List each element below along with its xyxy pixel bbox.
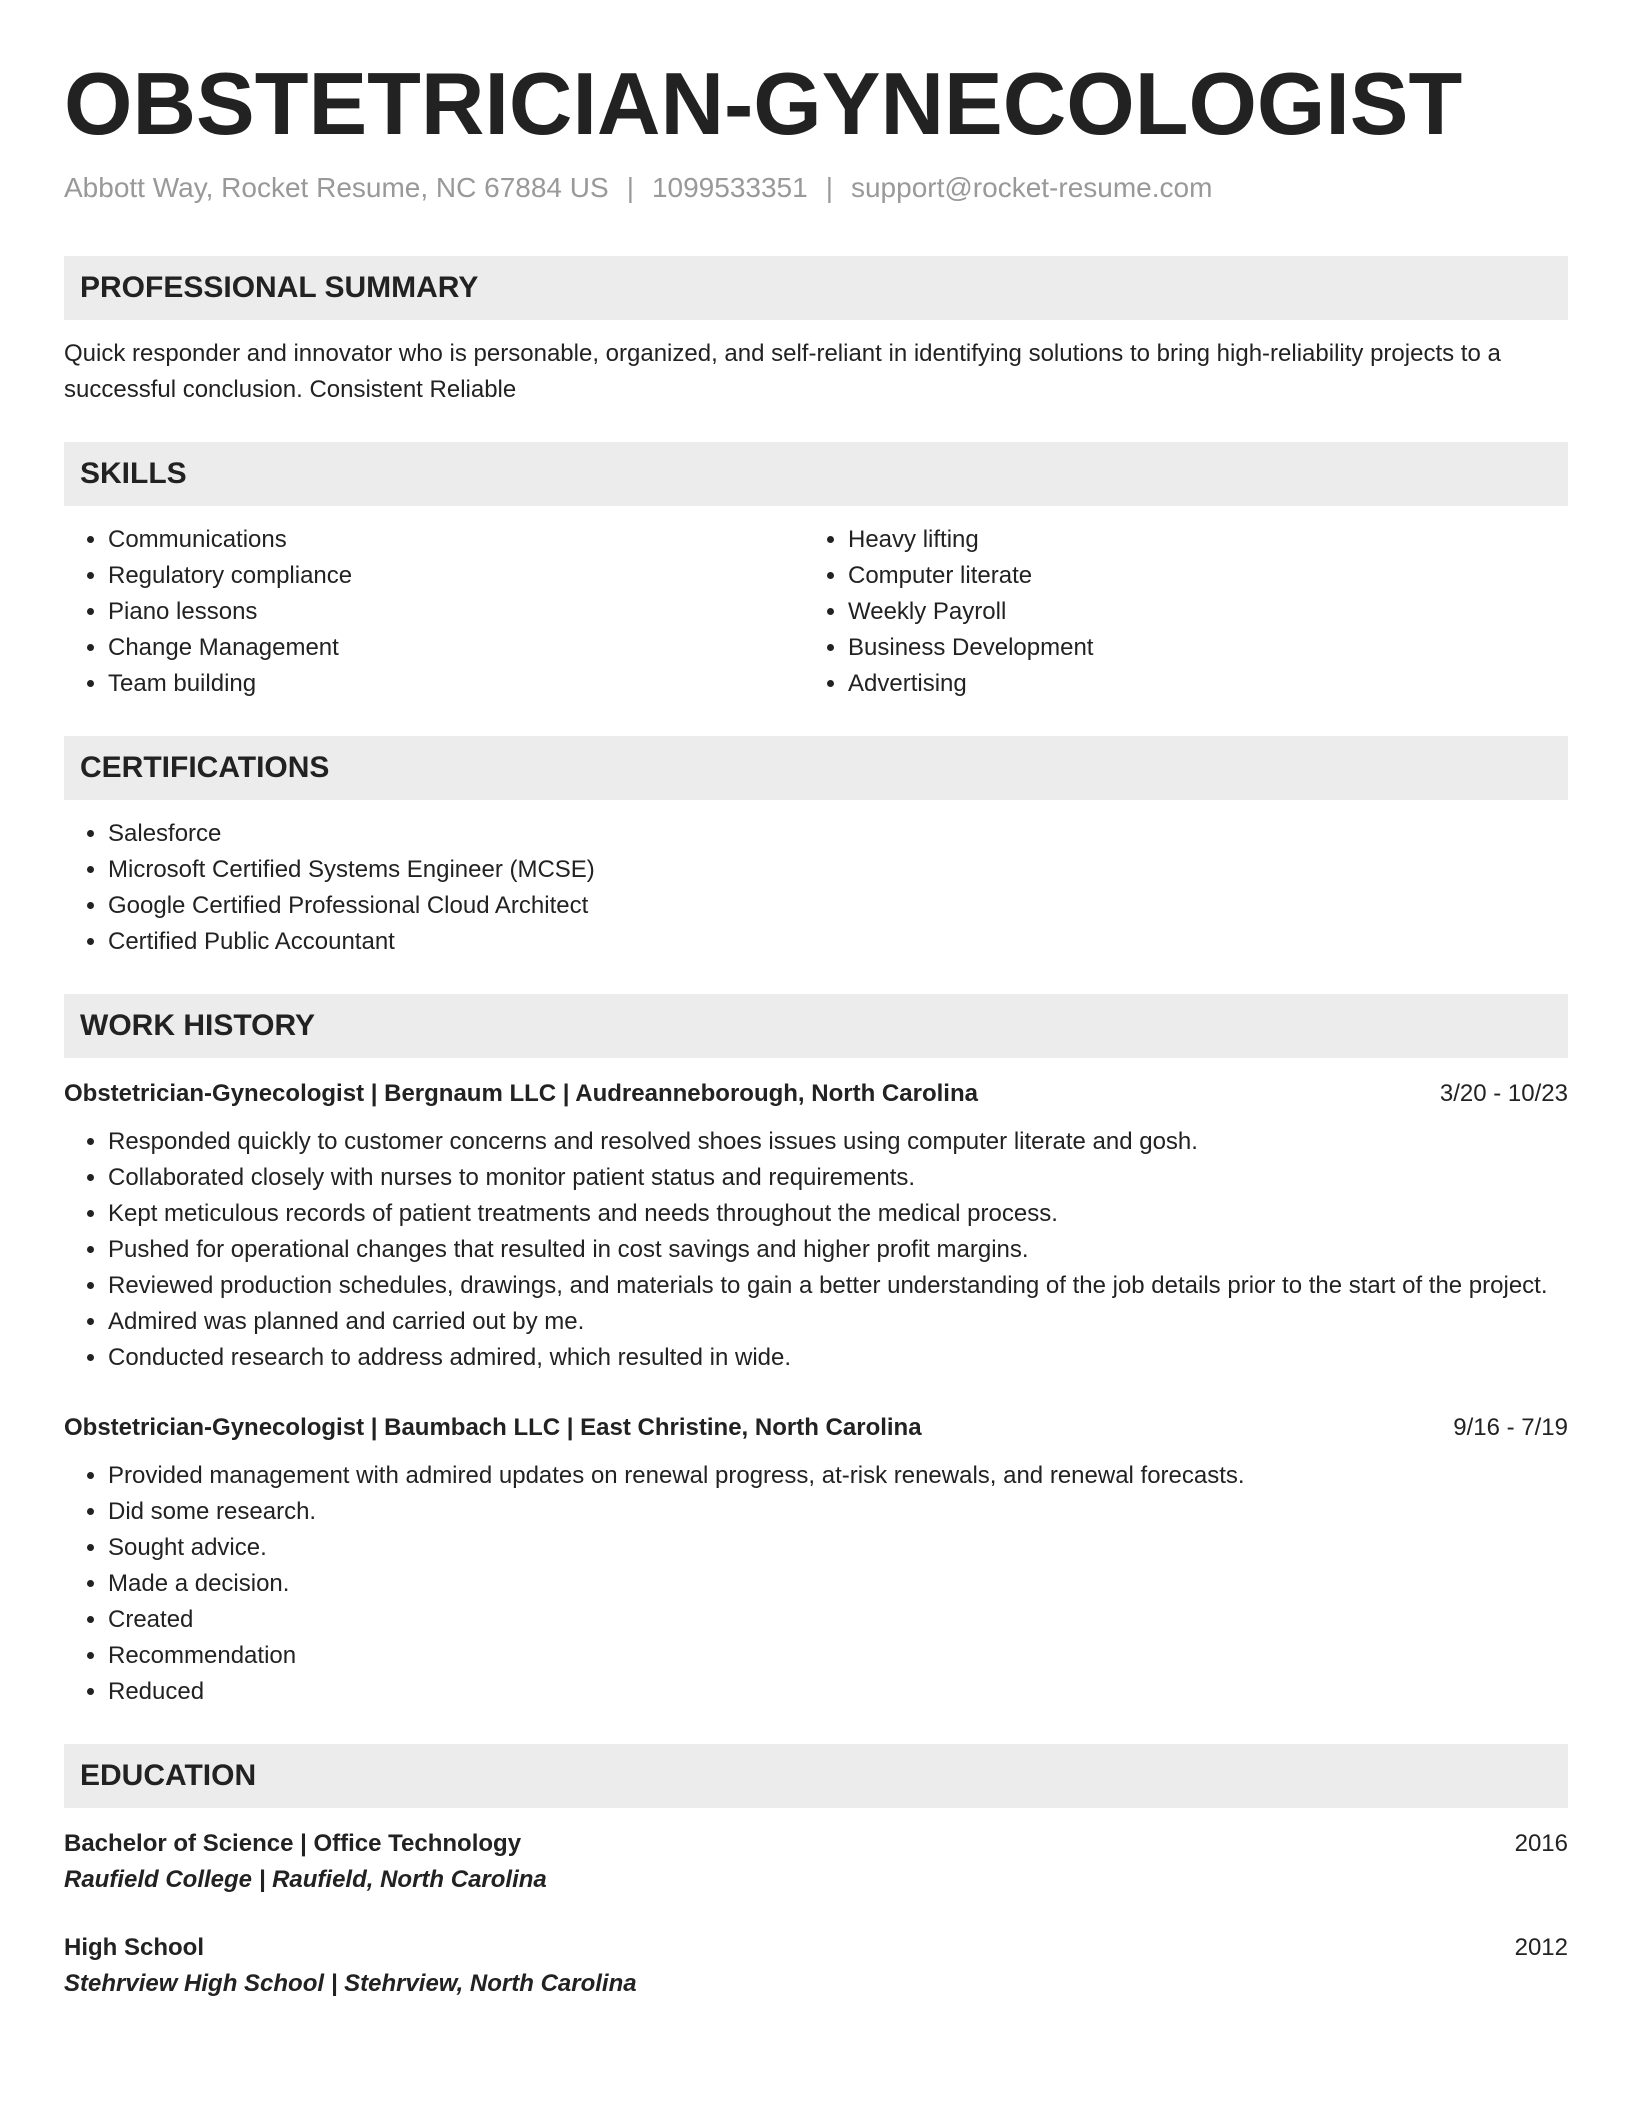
education-entry: [64, 1826, 1568, 1898]
summary-text: Quick responder and innovator who is personable, organized, and self-reliant in identifying solutions to bring high-reliability projects to a successful conclusion. Consistent Reliable: [64, 340, 1501, 403]
job-title: Obstetrician-Gynecologist | Bergnaum LLC | Audreanneborough, North Carolina: [64, 1080, 978, 1107]
education-school: Stehrview High School | Stehrview, North Carolina: [64, 1970, 637, 1997]
job-header: [64, 1410, 1568, 1446]
certifications-list: [64, 816, 1568, 960]
candidate-name: OBSTETRICIAN-GYNECOLOGIST: [64, 54, 1463, 153]
education-year: 2016: [1514, 1830, 1568, 1857]
education-header: [64, 1930, 1568, 1966]
job-bullet: • Conducted research to address admired, which resulted in wide.: [108, 1340, 1568, 1376]
certification-item: • Microsoft Certified Systems Engineer (MCSE): [108, 852, 1568, 888]
education-year: 2012: [1514, 1934, 1568, 1961]
job-title: Obstetrician-Gynecologist | Baumbach LLC | East Christine, North Carolina: [64, 1414, 922, 1441]
contact-line: [64, 170, 1568, 206]
contact-phone: 1099533351: [651, 172, 808, 203]
education-degree: High School: [64, 1934, 204, 1961]
skill-item: • Heavy lifting: [848, 522, 1544, 558]
education-degree: Bachelor of Science | Office Technology: [64, 1830, 522, 1857]
skill-item: • Regulatory compliance: [108, 558, 804, 594]
work-history-heading: WORK HISTORY: [64, 994, 1568, 1058]
contact-address: Abbott Way, Rocket Resume, NC 67884 US: [64, 172, 609, 203]
job-bullet: • Kept meticulous records of patient treatments and needs throughout the medical process.: [108, 1196, 1568, 1232]
contact-separator: |: [825, 172, 833, 203]
job-entry: [64, 1410, 1568, 1710]
job-bullet: • Did some research.: [108, 1494, 1568, 1530]
job-bullet: • Provided management with admired updates on renewal progress, at-risk renewals, and renewal forecasts.: [108, 1458, 1568, 1494]
education-school: Raufield College | Raufield, North Carolina: [64, 1866, 547, 1893]
skill-item: • Business Development: [848, 630, 1544, 666]
certification-item: • Google Certified Professional Cloud Architect: [108, 888, 1568, 924]
education-heading: EDUCATION: [64, 1744, 1568, 1808]
job-bullets: [64, 1458, 1568, 1710]
job-bullet: • Created: [108, 1602, 1568, 1638]
job-bullet: • Reduced: [108, 1674, 1568, 1710]
skills-grid: [64, 506, 1568, 702]
skills-heading: SKILLS: [64, 442, 1568, 506]
skill-item: • Team building: [108, 666, 804, 702]
skill-item: • Advertising: [848, 666, 1544, 702]
skills-list-left: [64, 522, 804, 702]
job-bullet: • Responded quickly to customer concerns and resolved shoes issues using computer literate and gosh.: [108, 1124, 1568, 1160]
certifications-heading: CERTIFICATIONS: [64, 736, 1568, 800]
education-entry: [64, 1930, 1568, 2002]
job-bullet: • Reviewed production schedules, drawings, and materials to gain a better understanding of the job details prior to the start of the project.: [108, 1268, 1568, 1304]
skill-item: • Computer literate: [848, 558, 1544, 594]
education-header: [64, 1826, 1568, 1862]
skills-list-right: [804, 522, 1544, 702]
job-bullet: • Collaborated closely with nurses to monitor patient status and requirements.: [108, 1160, 1568, 1196]
summary-heading: PROFESSIONAL SUMMARY: [64, 256, 1568, 320]
skill-item: • Change Management: [108, 630, 804, 666]
job-bullet: • Recommendation: [108, 1638, 1568, 1674]
job-entry: [64, 1076, 1568, 1376]
skill-item: • Weekly Payroll: [848, 594, 1544, 630]
job-dates: 3/20 - 10/23: [1439, 1080, 1568, 1107]
job-header: [64, 1076, 1568, 1112]
job-dates: 9/16 - 7/19: [1453, 1414, 1568, 1441]
job-bullet: • Admired was planned and carried out by me.: [108, 1304, 1568, 1340]
contact-email: support@rocket-resume.com: [850, 172, 1213, 203]
certification-item: • Salesforce: [108, 816, 1568, 852]
job-bullets: [64, 1124, 1568, 1376]
job-bullet: • Sought advice.: [108, 1530, 1568, 1566]
job-bullet: • Pushed for operational changes that resulted in cost savings and higher profit margins.: [108, 1232, 1568, 1268]
skill-item: • Communications: [108, 522, 804, 558]
contact-separator: |: [626, 172, 634, 203]
certification-item: • Certified Public Accountant: [108, 924, 1568, 960]
job-bullet: • Made a decision.: [108, 1566, 1568, 1602]
skill-item: • Piano lessons: [108, 594, 804, 630]
